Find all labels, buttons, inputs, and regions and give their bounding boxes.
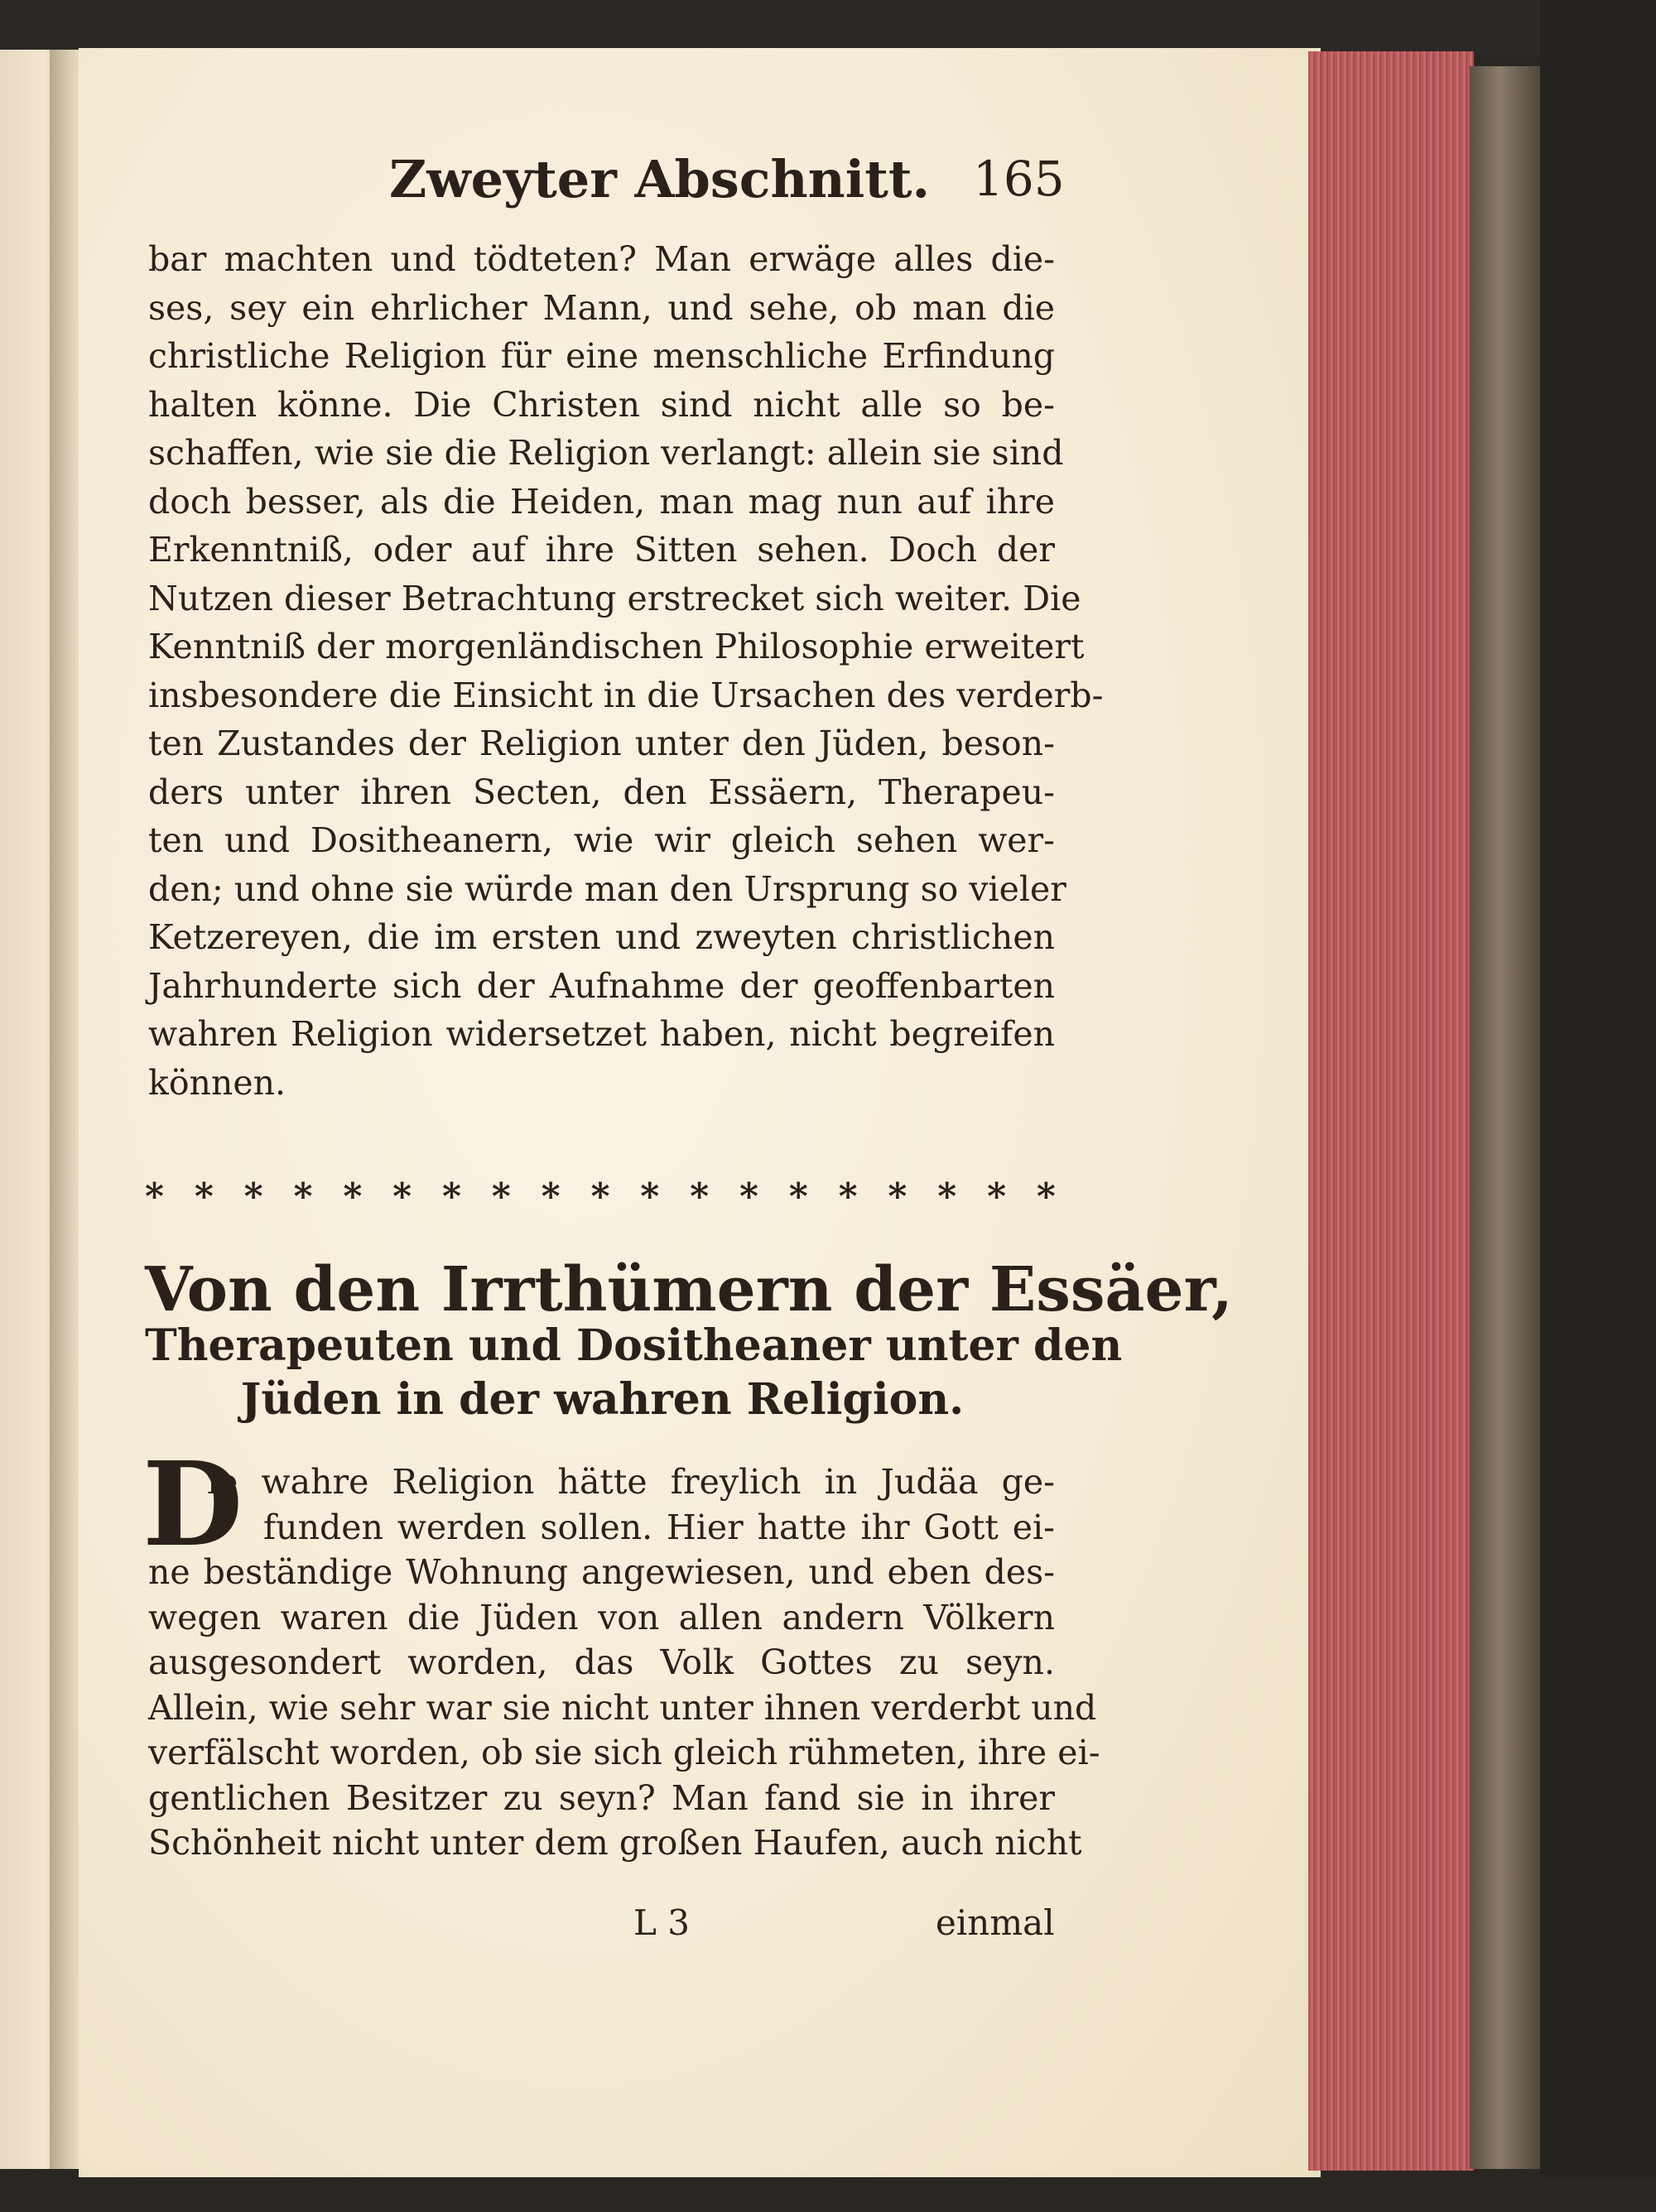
asterisk: * [690,1176,710,1218]
asterisk: * [145,1176,165,1218]
text-line: gentlichen Besitzer zu seyn? Man fand sie in ihrer [148,1777,1055,1818]
section-heading-line-1: Von den Irrthümern der Essäer, [145,1254,1233,1325]
text-line: ne beständige Wohnung angewiesen, und eben des- [148,1552,1055,1592]
text-line: schaffen, wie sie die Religion verlangt: allein sie sind [148,433,1064,473]
asterisk: * [343,1176,363,1218]
asterisk: * [441,1176,461,1218]
text-line: ausgesondert worden, das Volk Gottes zu seyn. [148,1642,1055,1682]
text-line: können. [148,1062,286,1103]
text-line: Erkenntniß, oder auf ihre Sitten sehen. Doch der [148,530,1055,570]
asterisk: * [1036,1176,1056,1218]
asterisk: * [987,1176,1007,1218]
text-line: wegen waren die Jüden von allen andern Völkern [148,1597,1055,1637]
text-line: den; und ohne sie würde man den Ursprung so vieler [148,868,1066,909]
text-line: ses, sey ein ehrlicher Mann, und sehe, ob man die [148,287,1055,328]
text-line: Ketzereyen, die im ersten und zweyten christlichen [148,917,1055,957]
text-line: Kenntniß der morgenländischen Philosophie erweitert [148,627,1085,666]
asterisk: * [243,1176,263,1218]
asterisk: * [640,1176,660,1218]
asterisk-separator [145,1176,1056,1218]
asterisk: * [838,1176,858,1218]
text-line: bar machten und tödteten? Man erwäge alles die- [148,239,1055,279]
asterisk: * [491,1176,511,1218]
text-line: Nutzen dieser Betrachtung erstrecket sich weiter. Die [148,578,1081,618]
asterisk: * [739,1176,758,1218]
asterisk: * [392,1176,412,1218]
scan-background-right [1540,0,1656,2212]
text-line: verfälscht worden, ob sie sich gleich rühmeten, ihre ei- [148,1733,1100,1772]
asterisk: * [293,1176,313,1218]
signature-mark: L 3 [633,1902,690,1943]
section-heading-line-2: Therapeuten und Dositheaner unter den [145,1320,1123,1371]
text-line: insbesondere die Einsicht in die Ursachen des verderb- [148,675,1104,715]
text-line: halten könne. Die Christen sind nicht alle so be- [148,384,1055,425]
text-line: christliche Religion für eine menschliche Erfindung [148,336,1055,376]
text-line: doch besser, als die Heiden, man mag nun auf ihre [148,481,1055,522]
text-line: ie wahre Religion hätte freylich in Judäa ge- [207,1462,1055,1502]
book-gutter [50,50,83,2169]
text-line: Jahrhunderte sich der Aufnahme der geoffenbarten [148,965,1055,1006]
text-line: ten Zustandes der Religion unter den Jüden, beson- [148,724,1055,763]
drop-cap: D [142,1437,243,1573]
book-cover-board [1470,66,1544,2169]
asterisk: * [541,1176,561,1218]
asterisk: * [888,1176,907,1218]
asterisk: * [788,1176,808,1218]
asterisk: * [590,1176,610,1218]
text-line: ten und Dositheanern, wie wir gleich sehen wer- [148,820,1055,860]
text-line: ders unter ihren Secten, den Essäern, Therapeu- [148,772,1055,812]
text-line: funden werden sollen. Hier hatte ihr Gott ei- [263,1507,1055,1547]
asterisk: * [194,1176,214,1218]
catchword: einmal [936,1902,1055,1943]
scan-background-bottom [0,2177,1656,2212]
page-number: 165 [973,151,1065,207]
asterisk: * [937,1176,957,1218]
section-heading-line-3: Jüden in der wahren Religion. [240,1374,965,1425]
text-line: Allein, wie sehr war sie nicht unter ihnen verderbt und [148,1687,1097,1728]
red-page-edges [1308,51,1474,2171]
text-line: wahren Religion widersetzet haben, nicht begreifen [148,1014,1055,1054]
text-line: Schönheit nicht unter dem großen Haufen, auch nicht [148,1823,1082,1863]
running-head: Zweyter Abschnitt. [389,149,931,209]
